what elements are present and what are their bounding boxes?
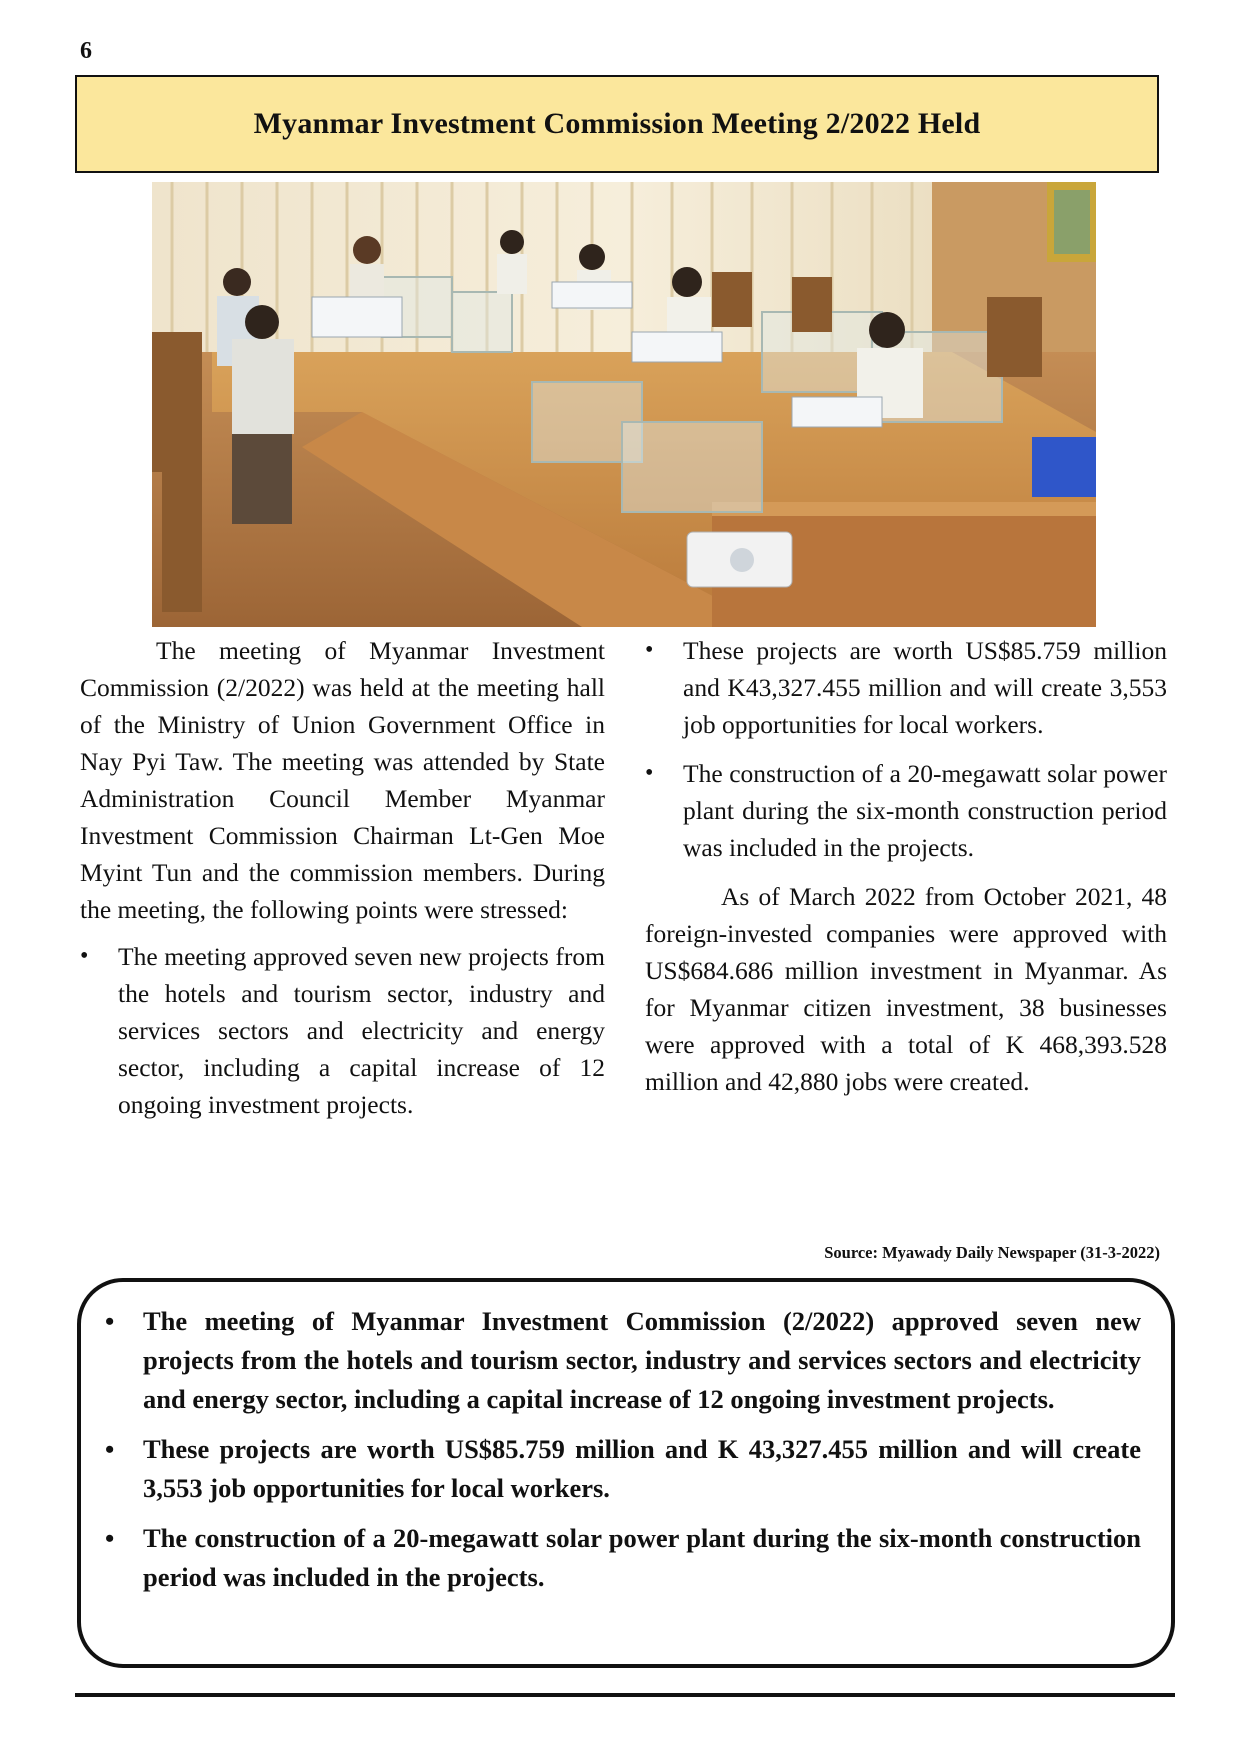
list-item: • The construction of a 20-megawatt solar power plant during the six-month construction period was included in the projects.	[645, 755, 1167, 866]
list-item: • These projects are worth US$85.759 million and K43,327.455 million and will create 3,553 job opportunities for local workers.	[645, 632, 1167, 743]
bottom-rule	[75, 1693, 1175, 1697]
right-bullet-list	[645, 632, 1167, 866]
page-title: Myanmar Investment Commission Meeting 2/2022 Held	[253, 107, 981, 140]
source-credit: Source: Myawady Daily Newspaper (31-3-2022)	[824, 1243, 1160, 1262]
article-right-column	[645, 632, 1167, 1110]
closing-paragraph: As of March 2022 from October 2021, 48 foreign-invested companies were approved with US$684.686 million investment in Myanmar. As for Myanmar citizen investment, 38 businesses were approved with a total of K 468,393.528 million and 42,880 jobs were created.	[645, 882, 1167, 1096]
article-left-column	[80, 632, 605, 1135]
left-bullet-list	[80, 938, 605, 1123]
meeting-photo	[152, 182, 1096, 627]
summary-item: • The meeting of Myanmar Investment Commission (2/2022) approved seven new projects from the hotels and tourism sector, industry and services sectors and electricity and energy sector, including a capital increase of 12 ongoing investment projects.	[105, 1302, 1141, 1419]
summary-box	[77, 1278, 1175, 1668]
summary-item: • These projects are worth US$85.759 million and K 43,327.455 million and will create 3,553 job opportunities for local workers.	[105, 1430, 1141, 1508]
title-banner	[75, 75, 1159, 173]
summary-list	[105, 1302, 1141, 1597]
page-number: 6	[80, 38, 92, 64]
intro-paragraph: The meeting of Myanmar Investment Commission (2/2022) was held at the meeting hall of the Ministry of Union Government Office in Nay Pyi Taw. The meeting was attended by State Administration Council Member Myanmar Investment Commission Chairman Lt-Gen Moe Myint Tun and the commission members. During the meeting, the following points were stressed:	[80, 636, 605, 924]
summary-item: • The construction of a 20-megawatt solar power plant during the six-month construction period was included in the projects.	[105, 1519, 1141, 1597]
list-item: • The meeting approved seven new projects from the hotels and tourism sector, industry and services sectors and electricity and energy sector, including a capital increase of 12 ongoing investment projects.	[80, 938, 605, 1123]
meeting-photo-illustration	[152, 182, 1096, 627]
